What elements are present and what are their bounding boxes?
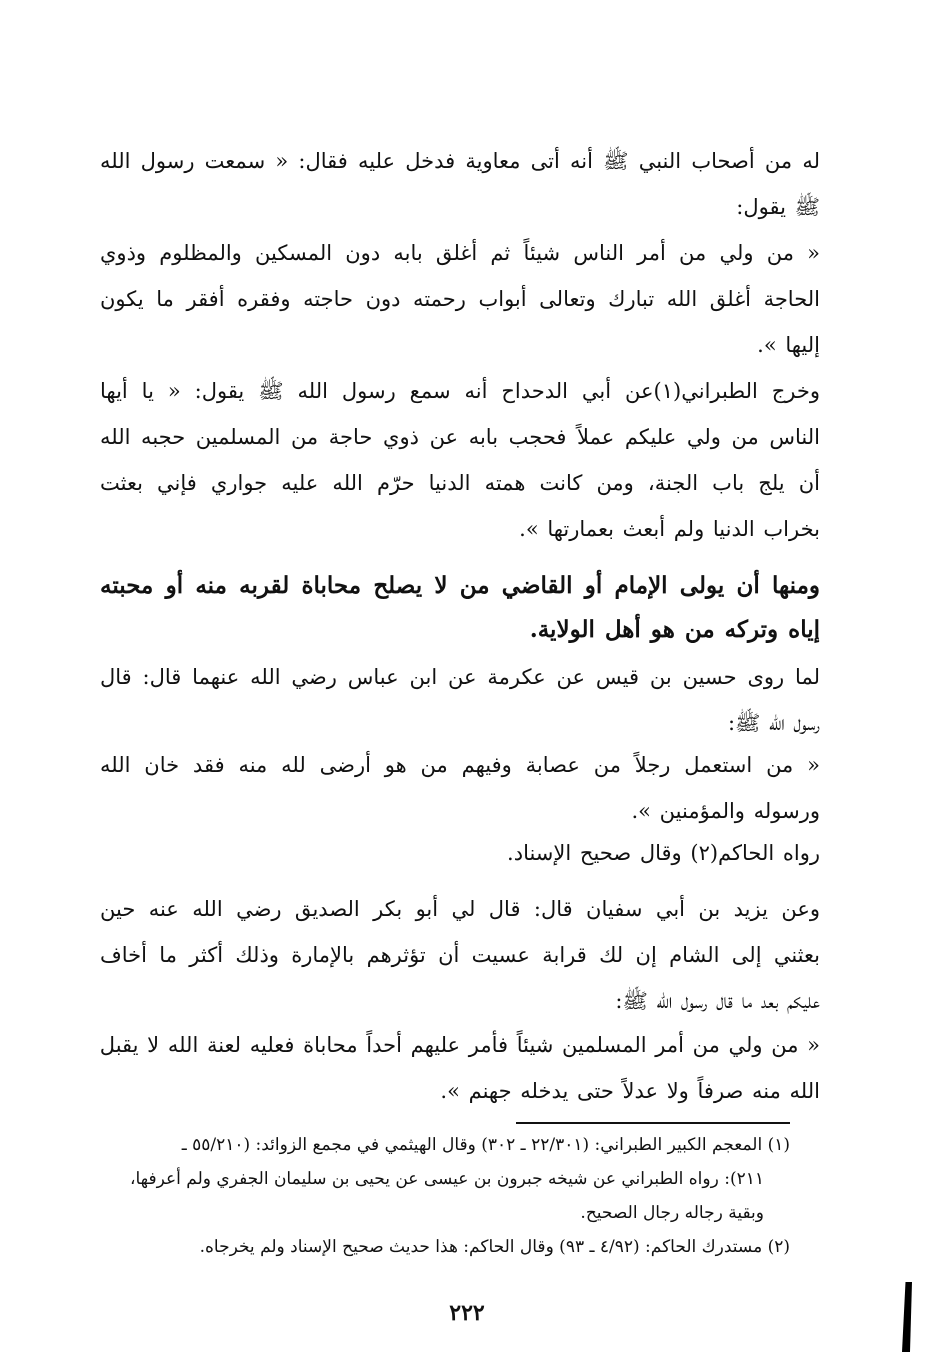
- text-line: « من ولي من أمر المسلمين شيئاً فأمر عليهم أحداً محاباة فعليه لعنة الله لا يقبل: [100, 1033, 820, 1057]
- hadith-quote-1: [100, 230, 820, 368]
- text-line: بعثني إلى الشام إن لك قرابة عسيت أن تؤثرهم بالإمارة وذلك أكثر ما أخاف: [100, 943, 820, 967]
- text-line: أن يلج باب الجنة، ومن كانت همته الدنيا حرّم الله عليه جواري فإني بعثت: [100, 471, 820, 495]
- footnote-1-line: وبقية رجاله رجال الصحيح.: [580, 1203, 764, 1223]
- text-line: رواه الحاكم(٢) وقال صحيح الإسناد.: [507, 841, 820, 865]
- footnote-1-line: ٢١١): رواه الطبراني عن شيخه جبرون بن عيسى عن يحيى بن سليمان الجفري ولم أعرفها،: [130, 1169, 764, 1189]
- hadith-quote-2: [100, 742, 820, 834]
- footnote-1-line: (١) المعجم الكبير الطبراني: (٢٢/٣٠١ ـ ٣٠٢) وقال الهيثمي في مجمع الزوائد: (٥٥/٢١٠ ـ: [181, 1135, 790, 1155]
- text-line: وعن يزيد بن أبي سفيان قال: قال لي أبو بكر الصديق رضي الله عنه حين: [100, 897, 820, 921]
- section-heading: [100, 564, 820, 652]
- text-line: بخراب الدنيا ولم أبعث بعمارتها ».: [519, 517, 820, 541]
- footnotes: [100, 1128, 790, 1264]
- text-line: عليكم بعد ما قال رسول الله ﷺ:: [615, 989, 820, 1013]
- text-line: الحاجة أغلق الله تبارك وتعالى أبواب رحمته دون حاجته وفقره أفقر ما يكون: [100, 287, 820, 311]
- text-line: الناس من ولي عليكم عملاً فحجب بابه عن ذوي حاجة من المسلمين حجبه الله: [100, 425, 820, 449]
- heading-line: إياه وتركه من هو أهل الولاية.: [529, 616, 820, 643]
- heading-line: ومنها أن يولى الإمام أو القاضي من لا يصلح محاباة لقربه منه أو محبته: [100, 572, 820, 599]
- paragraph-ibn-abbas: [100, 654, 820, 746]
- text-line: « من استعمل رجلاً من عصابة وفيهم من هو أرضى لله منه فقد خان الله: [100, 753, 820, 777]
- paragraph-yazid: [100, 886, 820, 1024]
- hadith-quote-3: [100, 1022, 820, 1114]
- paragraph-1: [100, 138, 820, 230]
- text-line: ﷺ يقول:: [736, 195, 820, 219]
- paragraph-hakim: [100, 830, 820, 876]
- text-line: وخرج الطبراني(١)عن أبي الدحداح أنه سمع رسول الله ﷺ يقول: « يا أيها: [100, 379, 820, 403]
- paragraph-tabarani: [100, 368, 820, 552]
- text-line: له من أصحاب النبي ﷺ أنه أتى معاوية فدخل عليه فقال: « سمعت رسول الله: [100, 149, 820, 173]
- text-line: ورسوله والمؤمنين ».: [631, 799, 820, 823]
- text-line: رسول الله ﷺ:: [727, 711, 820, 735]
- text-line: الله منه صرفاً ولا عدلاً حتى يدخله جهنم ».: [440, 1079, 820, 1103]
- footnote-2-line: (٢) مستدرك الحاكم: (٤/٩٢ ـ ٩٣) وقال الحاكم: هذا حديث صحيح الإسناد ولم يخرجاه.: [199, 1237, 790, 1257]
- footnote-divider: [516, 1122, 790, 1124]
- text-line: « من ولي من أمر الناس شيئاً ثم أغلق بابه دون المسكين والمظلوم وذوي: [100, 241, 820, 265]
- text-line: إليها ».: [757, 333, 820, 357]
- text-line: لما روى حسين بن قيس عن عكرمة عن ابن عباس رضي الله عنهما قال: قال: [100, 665, 820, 689]
- page-number: ٢٢٢: [449, 1300, 485, 1326]
